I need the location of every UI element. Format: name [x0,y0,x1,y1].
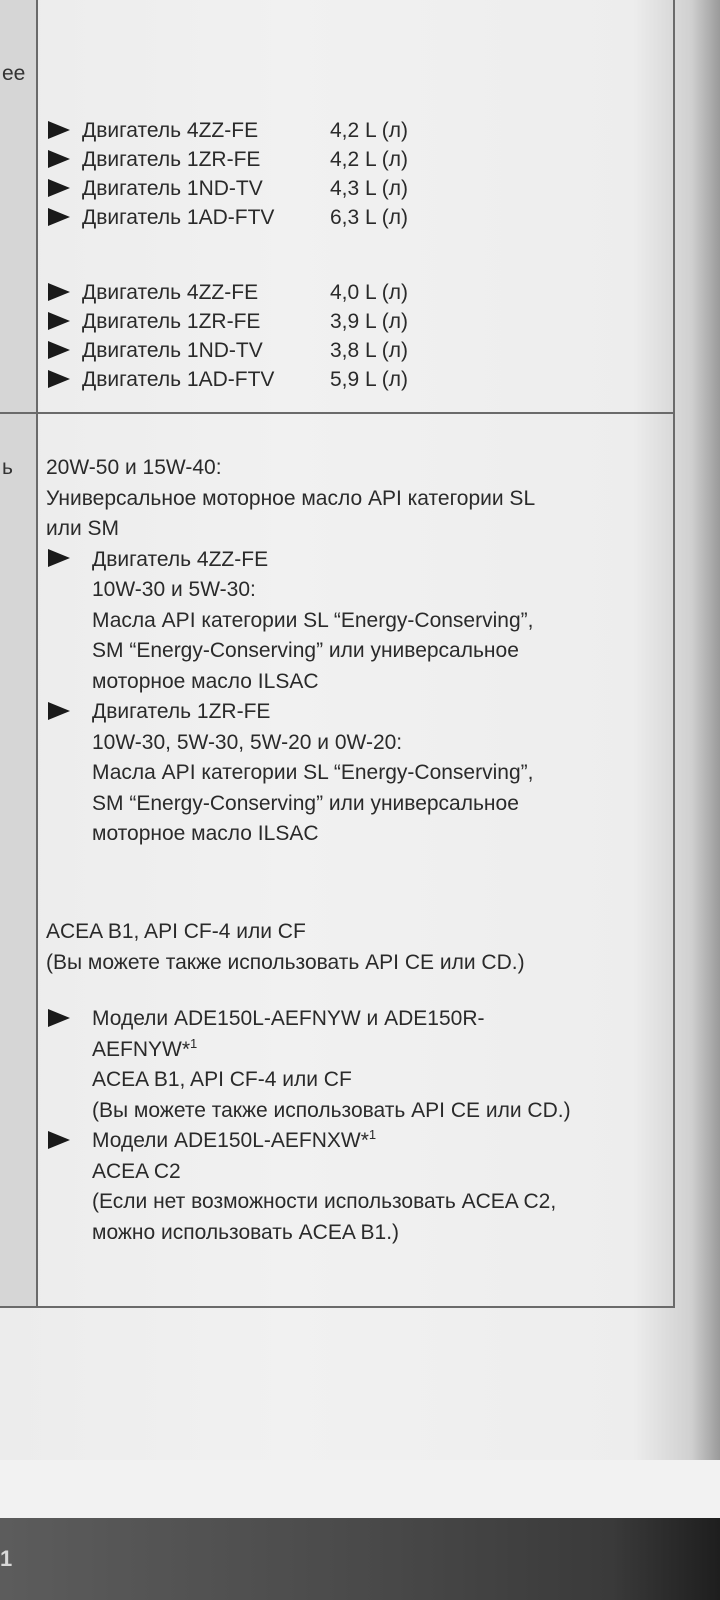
footnote-marker: 1 [368,1127,377,1142]
model-oil-item [46,1126,671,1248]
label-fragment-1: ее [2,62,26,85]
capacity-row [46,278,671,307]
model-title-part: AEFNYW* [92,1037,191,1061]
engine-name: Двигатель 1ZR-FE [82,310,261,333]
item-line: SM “Energy-Conserving” или универсальное [92,639,519,662]
footnote-marker: 1 [190,1035,198,1051]
item-line: моторное масло ILSAC [92,822,319,845]
oil-intro-line: ACEA B1, API CF-4 или CF [46,920,306,943]
capacity-row [46,174,671,203]
bullet-arrow-icon [48,208,70,226]
model-title-cont [92,1035,571,1066]
model-title [92,1126,556,1157]
gap-strip [0,1460,720,1518]
capacity-row [46,336,671,365]
table-label-column [0,0,36,1308]
bullet-arrow-icon [48,370,70,388]
item-line: Двигатель 4ZZ-FE [92,547,269,571]
capacity-row [46,203,671,232]
item-line: Двигатель 1ZR-FE [92,700,271,723]
item-line: 10W-30 и 5W-30: [92,578,256,601]
oil-volume: 4,2 L (л) [330,148,409,171]
engine-name: Двигатель 1ND-TV [82,177,263,200]
oil-intro-line: 20W-50 и 15W-40: [46,456,222,479]
oil-volume: 4,3 L (л) [330,177,409,200]
bullet-arrow-icon [48,312,70,330]
bullet-arrow-icon [48,1009,70,1027]
page-number: 1 [0,1546,13,1571]
model-oil-item [46,1004,671,1126]
table-column-divider [36,0,38,1308]
capacity-row [46,116,671,145]
label-fragment-2: ь [2,456,13,479]
bullet-arrow-icon [48,121,70,139]
item-line: (Если нет возможности использовать ACEA C2, [92,1190,557,1213]
table-bottom-border [0,1306,675,1308]
capacity-group-without-filter [46,278,671,394]
item-line: (Вы можете также использовать API CE или CD.) [92,1098,571,1122]
table-row-divider [0,412,675,414]
bullet-arrow-icon [48,341,70,359]
item-line: Масла API категории SL “Energy-Conserving”, [92,761,534,784]
bullet-arrow-icon [48,179,70,197]
engine-name: Двигатель 1ND-TV [82,339,263,362]
capacity-row [46,145,671,174]
table-right-border [673,0,675,1308]
item-line: SM “Energy-Conserving” или универсальное [92,791,519,815]
model-title: Модели ADE150L-AEFNYW и ADE150R- [92,1007,485,1030]
capacity-row [46,365,671,394]
item-line: ACEA C2 [92,1159,181,1183]
engine-name: Двигатель 4ZZ-FE [82,119,259,142]
oil-volume: 6,3 L (л) [330,206,409,229]
item-line: моторное масло ILSAC [92,669,319,693]
oil-volume: 3,8 L (л) [330,339,409,362]
item-line: Масла API категории SL “Energy-Conserving”, [92,608,534,632]
bullet-arrow-icon [48,1131,70,1149]
engine-oil-item [46,697,671,850]
bullet-arrow-icon [48,283,70,301]
engine-name: Двигатель 1ZR-FE [82,148,261,171]
bullet-arrow-icon [48,549,70,567]
oil-volume: 5,9 L (л) [330,368,409,391]
capacity-group-with-filter [46,116,671,232]
bullet-arrow-icon [48,150,70,168]
item-line: 10W-30, 5W-30, 5W-20 и 0W-20: [92,730,403,754]
oil-volume: 4,0 L (л) [330,281,409,304]
item-line: ACEA B1, API CF-4 или CF [92,1068,352,1091]
engine-name: Двигатель 1AD-FTV [82,206,275,229]
capacity-row [46,307,671,336]
bullet-arrow-icon [48,702,70,720]
oil-intro-line: или SM [46,517,120,540]
next-page-edge [0,1518,720,1600]
model-title-part: Модели ADE150L-AEFNXW* [92,1129,369,1152]
oil-intro-line: (Вы можете также использовать API CE или CD.) [46,950,525,974]
oil-volume: 4,2 L (л) [330,119,409,142]
oil-grade-diesel [46,917,671,1248]
engine-name: Двигатель 4ZZ-FE [82,281,259,304]
engine-name: Двигатель 1AD-FTV [82,368,275,391]
oil-volume: 3,9 L (л) [330,310,409,333]
engine-oil-item [46,545,671,698]
item-line: можно использовать ACEA B1.) [92,1220,400,1244]
oil-grade-gasoline [46,453,671,850]
oil-intro-line: Универсальное моторное масло API категории SL [46,486,536,510]
